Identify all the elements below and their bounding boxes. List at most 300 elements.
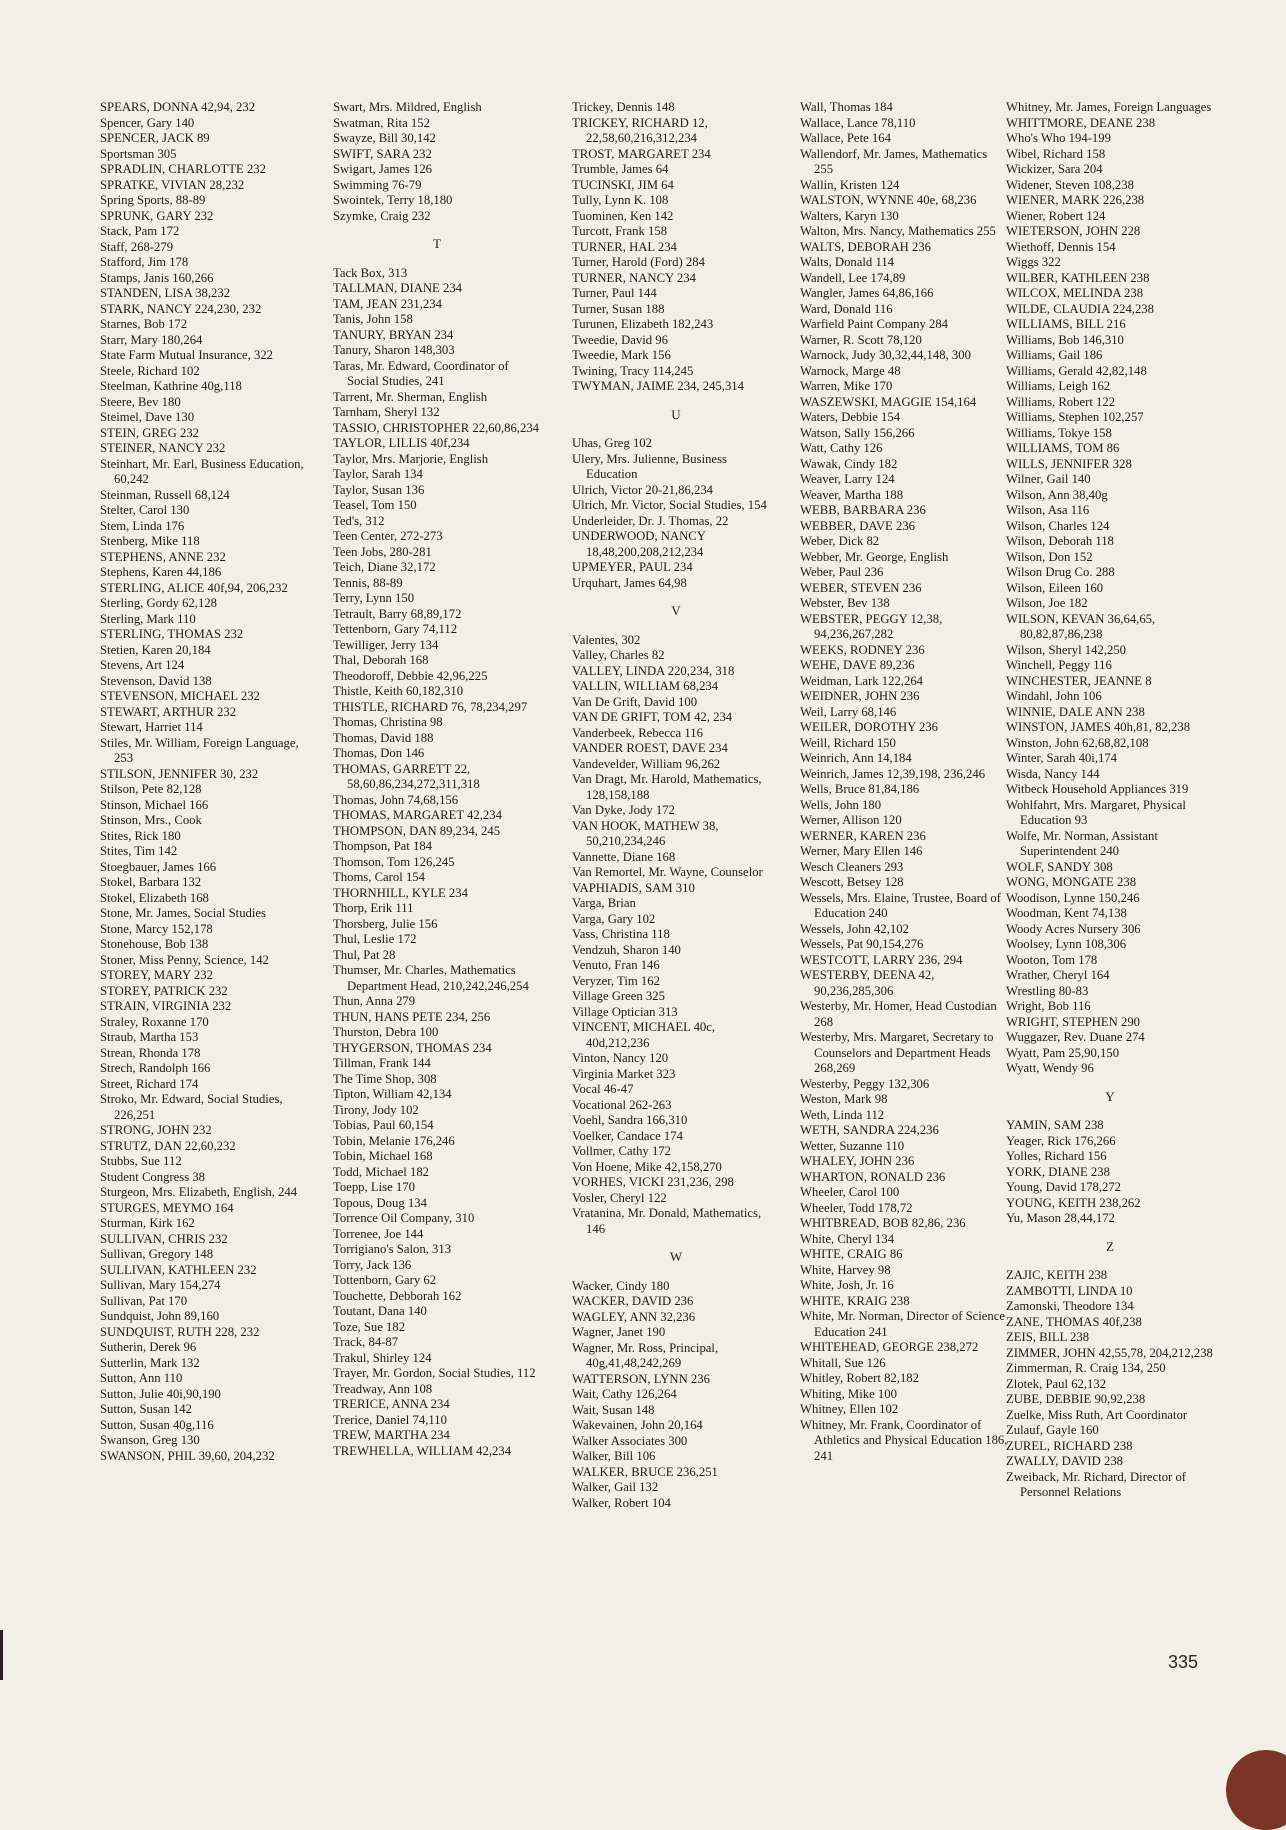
index-entry: VALLIN, WILLIAM 68,234 bbox=[572, 679, 719, 693]
index-entry: Weston, Mark 98 bbox=[800, 1092, 888, 1106]
index-entry: YOUNG, KEITH 238,262 bbox=[1006, 1195, 1141, 1210]
index-entry: TWYMAN, JAIME 234, 245,314 bbox=[572, 379, 744, 393]
index-entry: Wessels, Pat 90,154,276 bbox=[800, 937, 924, 951]
index-entry: Zweiback, Mr. Richard, Director of Personnel Relations bbox=[1006, 1469, 1187, 1499]
index-entry: Wilson, Deborah 118 bbox=[1006, 534, 1114, 548]
index-entry: Tarrent, Mr. Sherman, English bbox=[333, 389, 488, 404]
index-entry: Steimel, Dave 130 bbox=[100, 410, 195, 424]
index-entry: Wagner, Mr. Ross, Principal, 40g,41,48,242,269 bbox=[572, 1340, 719, 1370]
index-entry: Voehl, Sandra 166,310 bbox=[572, 1113, 688, 1127]
index-entry: Wawak, Cindy 182 bbox=[800, 456, 898, 471]
index-entry: STANDEN, LISA 38,232 bbox=[100, 286, 231, 300]
index-entry: WEBER, STEVEN 236 bbox=[800, 580, 922, 595]
index-entry: TUCINSKI, JIM 64 bbox=[572, 177, 674, 192]
index-entry: Sutherin, Derek 96 bbox=[100, 1340, 197, 1354]
index-entry: Wells, John 180 bbox=[800, 797, 882, 812]
index-entry: Weidman, Lark 122,264 bbox=[800, 673, 924, 688]
index-entry: Vannette, Diane 168 bbox=[572, 849, 676, 864]
index-entry: Swointek, Terry 18,180 bbox=[333, 193, 453, 207]
index-entry: Stone, Mr. James, Social Studies bbox=[100, 906, 266, 920]
index-entry: THISTLE, RICHARD 76, 78,234,297 bbox=[333, 699, 528, 714]
index-entry: Winchell, Peggy 116 bbox=[1006, 658, 1112, 672]
index-entry: Tobin, Michael 168 bbox=[333, 1149, 433, 1163]
index-entry: WESTERBY, DEENA 42, 90,236,285,306 bbox=[800, 968, 935, 998]
index-entry: Thal, Deborah 168 bbox=[333, 653, 429, 667]
index-entry: STRUTZ, DAN 22,60,232 bbox=[100, 1138, 236, 1153]
index-entry: Walker, Gail 132 bbox=[572, 1480, 659, 1494]
index-entry: Straub, Martha 153 bbox=[100, 1030, 199, 1044]
index-entry: STEINER, NANCY 232 bbox=[100, 441, 226, 455]
index-entry: Underleider, Dr. J. Thomas, 22 bbox=[572, 513, 729, 528]
index-entry: Whitley, Robert 82,182 bbox=[800, 1371, 919, 1385]
index-entry: SULLIVAN, CHRIS 232 bbox=[100, 1231, 228, 1246]
index-entry: ZUREL, RICHARD 238 bbox=[1006, 1438, 1133, 1453]
index-entry: Williams, Gail 186 bbox=[1006, 348, 1103, 362]
index-entry: Windahl, John 106 bbox=[1006, 689, 1102, 703]
index-entry: Wagner, Janet 190 bbox=[572, 1325, 666, 1339]
index-entry: Vendzuh, Sharon 140 bbox=[572, 942, 681, 957]
index-entry: Swimming 76-79 bbox=[333, 177, 422, 192]
index-entry: Wilson, Charles 124 bbox=[1006, 518, 1110, 533]
index-entry: STEPHENS, ANNE 232 bbox=[100, 549, 226, 564]
index-entry: Wilson, Joe 182 bbox=[1006, 596, 1088, 610]
index-entry: Sterling, Mark 110 bbox=[100, 611, 196, 626]
index-entry: Todd, Michael 182 bbox=[333, 1164, 430, 1179]
index-entry: WHITE, KRAIG 238 bbox=[800, 1293, 910, 1308]
index-entry: Urquhart, James 64,98 bbox=[572, 575, 687, 590]
index-entry: WINSTON, JAMES 40h,81, 82,238 bbox=[1006, 720, 1191, 734]
index-entry: Warfield Paint Company 284 bbox=[800, 317, 949, 331]
index-entry: ZEIS, BILL 238 bbox=[1006, 1330, 1090, 1344]
letter-heading: W bbox=[669, 1249, 683, 1264]
index-entry: Tettenborn, Gary 74,112 bbox=[333, 622, 458, 636]
index-entry: WILCOX, MELINDA 238 bbox=[1006, 286, 1144, 300]
index-entry: Uhas, Greg 102 bbox=[572, 436, 652, 450]
index-entry: Vinton, Nancy 120 bbox=[572, 1051, 669, 1065]
index-entry: WEBSTER, PEGGY 12,38, 94,236,267,282 bbox=[800, 611, 943, 641]
index-entry: ZUBE, DEBBIE 90,92,238 bbox=[1006, 1392, 1146, 1406]
index-entry: Stroko, Mr. Edward, Social Studies, 226,251 bbox=[100, 1092, 283, 1122]
index-entry: Stubbs, Sue 112 bbox=[100, 1154, 182, 1168]
index-entry: Wright, Bob 116 bbox=[1006, 999, 1091, 1013]
index-entry: Wiggs 322 bbox=[1006, 255, 1061, 269]
index-entry: Woody Acres Nursery 306 bbox=[1006, 921, 1141, 936]
index-entry: STRAIN, VIRGINIA 232 bbox=[100, 999, 232, 1013]
index-entry: Stinson, Mrs., Cook bbox=[100, 813, 202, 827]
index-entry: Trerice, Daniel 74,110 bbox=[333, 1412, 447, 1427]
index-entry: TALLMAN, DIANE 234 bbox=[333, 281, 463, 295]
index-entry: Westerby, Mr. Homer, Head Custodian 268 bbox=[800, 999, 997, 1029]
corner-blot bbox=[1226, 1750, 1286, 1830]
index-entry: Weber, Dick 82 bbox=[800, 534, 880, 548]
index-entry: Werner, Mary Ellen 146 bbox=[800, 844, 923, 858]
index-entry: WILLIAMS, TOM 86 bbox=[1006, 441, 1120, 455]
index-entry: STERLING, ALICE 40f,94, 206,232 bbox=[100, 580, 288, 595]
index-entry: WALSTON, WYNNE 40e, 68,236 bbox=[800, 193, 977, 207]
index-entry: Stites, Tim 142 bbox=[100, 844, 178, 858]
index-entry: Wait, Cathy 126,264 bbox=[572, 1387, 677, 1401]
index-entry: Stiles, Mr. William, Foreign Language, 253 bbox=[100, 735, 299, 765]
index-entry: Stilson, Pete 82,128 bbox=[100, 782, 202, 796]
letter-heading: U bbox=[671, 406, 681, 422]
index-entry: ZWALLY, DAVID 238 bbox=[1006, 1454, 1124, 1468]
index-entry: Walker, Robert 104 bbox=[572, 1495, 671, 1510]
index-entry: White, Josh, Jr. 16 bbox=[800, 1278, 894, 1292]
index-entry: Theodoroff, Debbie 42,96,225 bbox=[333, 668, 488, 683]
index-entry: Tack Box, 313 bbox=[333, 265, 408, 280]
letter-heading: Y bbox=[1105, 1088, 1115, 1104]
index-entry: Weaver, Martha 188 bbox=[800, 487, 904, 502]
index-entry: Wetter, Suzanne 110 bbox=[800, 1138, 905, 1153]
index-entry: Zimmerman, R. Craig 134, 250 bbox=[1006, 1361, 1166, 1375]
index-entry: Walts, Donald 114 bbox=[800, 255, 895, 269]
index-entry: Varga, Brian bbox=[572, 896, 636, 910]
index-entry: VANDER ROEST, DAVE 234 bbox=[572, 741, 728, 755]
index-entry: Spring Sports, 88-89 bbox=[100, 193, 206, 207]
index-entry: Trayer, Mr. Gordon, Social Studies, 112 bbox=[333, 1366, 536, 1380]
index-entry: Stack, Pam 172 bbox=[100, 224, 180, 238]
index-entry: Tipton, William 42,134 bbox=[333, 1087, 452, 1101]
index-entry: Weber, Paul 236 bbox=[800, 565, 884, 579]
index-entry: Treadway, Ann 108 bbox=[333, 1381, 433, 1396]
index-entry: Sutton, Susan 142 bbox=[100, 1402, 192, 1416]
index-entry: Sutton, Susan 40g,116 bbox=[100, 1417, 214, 1432]
index-entry: STEIN, GREG 232 bbox=[100, 425, 200, 440]
index-entry: Thomas, David 188 bbox=[333, 730, 434, 745]
index-entry: Stamps, Janis 160,266 bbox=[100, 270, 214, 285]
index-entry: Tweedie, David 96 bbox=[572, 332, 668, 347]
index-entry: Taylor, Sarah 134 bbox=[333, 467, 423, 481]
index-entry: Wickizer, Sara 204 bbox=[1006, 162, 1103, 176]
index-entry: Warren, Mike 170 bbox=[800, 379, 893, 393]
index-entry: WIENER, MARK 226,238 bbox=[1006, 193, 1145, 207]
index-entry: VINCENT, MICHAEL 40c, 40d,212,236 bbox=[572, 1020, 716, 1050]
index-entry: Wacker, Cindy 180 bbox=[572, 1278, 670, 1293]
index-entry: Starnes, Bob 172 bbox=[100, 317, 188, 331]
index-column-3 bbox=[572, 100, 780, 1511]
index-entry: Winston, John 62,68,82,108 bbox=[1006, 735, 1149, 750]
index-entry: Wilson Drug Co. 288 bbox=[1006, 565, 1115, 579]
index-entry: Williams, Tokye 158 bbox=[1006, 425, 1112, 440]
index-entry: Woodison, Lynne 150,246 bbox=[1006, 890, 1140, 905]
index-entry: Wrather, Cheryl 164 bbox=[1006, 968, 1110, 982]
index-entry: Thistle, Keith 60,182,310 bbox=[333, 684, 464, 698]
index-entry: Whitney, Mr. James, Foreign Languages bbox=[1006, 100, 1212, 114]
index-entry: Teich, Diane 32,172 bbox=[333, 560, 436, 574]
index-entry: SPRUNK, GARY 232 bbox=[100, 208, 214, 223]
index-entry: Toze, Sue 182 bbox=[333, 1319, 406, 1334]
index-entry: Stokel, Barbara 132 bbox=[100, 875, 202, 889]
index-entry: Voelker, Candace 174 bbox=[572, 1128, 683, 1143]
index-entry: Warnock, Marge 48 bbox=[800, 363, 901, 378]
index-entry: YORK, DIANE 238 bbox=[1006, 1164, 1110, 1179]
index-entry: WILBER, KATHLEEN 238 bbox=[1006, 270, 1150, 285]
index-entry: Twining, Tracy 114,245 bbox=[572, 363, 694, 378]
index-entry: Werner, Allison 120 bbox=[800, 813, 902, 827]
index-entry: Webber, Mr. George, English bbox=[800, 549, 949, 564]
index-entry: WALKER, BRUCE 236,251 bbox=[572, 1464, 718, 1479]
index-entry: Wallendorf, Mr. James, Mathematics 255 bbox=[800, 146, 988, 176]
index-entry: Tanury, Sharon 148,303 bbox=[333, 343, 455, 357]
index-entry: Tobin, Melanie 176,246 bbox=[333, 1133, 455, 1148]
index-entry: Yu, Mason 28,44,172 bbox=[1006, 1211, 1115, 1225]
index-entry: Stelter, Carol 130 bbox=[100, 503, 190, 517]
index-entry: WEBB, BARBARA 236 bbox=[800, 503, 926, 517]
index-entry: Strech, Randolph 166 bbox=[100, 1061, 211, 1075]
index-entry: Wiethoff, Dennis 154 bbox=[1006, 239, 1116, 254]
index-entry: Williams, Bob 146,310 bbox=[1006, 332, 1124, 347]
index-entry: VAN DE GRIFT, TOM 42, 234 bbox=[572, 710, 733, 724]
index-entry: Whitall, Sue 126 bbox=[800, 1355, 886, 1370]
index-entry: WINNIE, DALE ANN 238 bbox=[1006, 704, 1145, 719]
index-entry: Walters, Karyn 130 bbox=[800, 208, 899, 223]
index-entry: Swanson, Greg 130 bbox=[100, 1433, 200, 1447]
index-entry: Starr, Mary 180,264 bbox=[100, 332, 203, 347]
index-entry: Toutant, Dana 140 bbox=[333, 1304, 427, 1318]
index-entry: WASZEWSKI, MAGGIE 154,164 bbox=[800, 394, 977, 409]
index-entry: Sturman, Kirk 162 bbox=[100, 1216, 195, 1230]
index-entry: Whitney, Ellen 102 bbox=[800, 1402, 899, 1416]
index-entry: Straley, Roxanne 170 bbox=[100, 1014, 209, 1029]
index-entry: Stokel, Elizabeth 168 bbox=[100, 890, 209, 905]
letter-heading: V bbox=[671, 603, 681, 618]
index-entry: SWIFT, SARA 232 bbox=[333, 146, 432, 161]
index-entry: Stoegbauer, James 166 bbox=[100, 859, 217, 874]
index-entry: WRIGHT, STEPHEN 290 bbox=[1006, 1014, 1141, 1029]
index-entry: Wilson, Sheryl 142,250 bbox=[1006, 642, 1127, 657]
index-entry: Vosler, Cheryl 122 bbox=[572, 1190, 667, 1205]
index-entry: Tully, Lynn K. 108 bbox=[572, 193, 669, 207]
index-entry: Waters, Debbie 154 bbox=[800, 410, 901, 424]
index-entry: WAGLEY, ANN 32,236 bbox=[572, 1309, 696, 1324]
index-entry: Turner, Susan 188 bbox=[572, 301, 665, 316]
index-entry: THYGERSON, THOMAS 234 bbox=[333, 1040, 492, 1055]
index-entry: Woolsey, Lynn 108,306 bbox=[1006, 937, 1127, 951]
index-entry: TREW, MARTHA 234 bbox=[333, 1428, 450, 1442]
index-entry: Stites, Rick 180 bbox=[100, 828, 181, 843]
index-entry: Vanderbeek, Rebecca 116 bbox=[572, 725, 703, 740]
index-entry: Track, 84-87 bbox=[333, 1335, 399, 1349]
index-entry: SPEARS, DONNA 42,94, 232 bbox=[100, 100, 256, 114]
index-entry: Sullivan, Pat 170 bbox=[100, 1293, 188, 1308]
index-entry: Wallin, Kristen 124 bbox=[800, 177, 900, 192]
index-entry: WALTS, DEBORAH 236 bbox=[800, 239, 931, 254]
index-entry: Weth, Linda 112 bbox=[800, 1107, 885, 1122]
index-entry: Torrence Oil Company, 310 bbox=[333, 1211, 475, 1225]
index-entry: Vandevelder, William 96,262 bbox=[572, 756, 721, 771]
index-entry: Wilner, Gail 140 bbox=[1006, 472, 1091, 486]
index-entry: Strean, Rhonda 178 bbox=[100, 1045, 201, 1060]
index-entry: Vollmer, Cathy 172 bbox=[572, 1144, 671, 1158]
index-entry: Thomas, John 74,68,156 bbox=[333, 792, 459, 807]
index-entry: Ted's, 312 bbox=[333, 513, 385, 528]
index-entry: STOREY, MARY 232 bbox=[100, 968, 213, 982]
index-entry: Turner, Harold (Ford) 284 bbox=[572, 255, 705, 269]
index-entry: Zamonski, Theodore 134 bbox=[1006, 1299, 1134, 1313]
index-entry: TROST, MARGARET 234 bbox=[572, 146, 711, 161]
index-entry: Thompson, Pat 184 bbox=[333, 839, 433, 853]
index-column-5 bbox=[1006, 100, 1214, 1501]
index-entry: Williams, Stephen 102,257 bbox=[1006, 410, 1144, 424]
index-entry: ZANE, THOMAS 40f,238 bbox=[1006, 1314, 1142, 1329]
index-entry: STILSON, JENNIFER 30, 232 bbox=[100, 766, 259, 781]
index-entry: TRICKEY, RICHARD 12, 22,58,60,216,312,234 bbox=[572, 115, 708, 145]
index-entry: WETH, SANDRA 224,236 bbox=[800, 1123, 939, 1137]
index-entry: TAYLOR, LILLIS 40f,234 bbox=[333, 436, 470, 450]
index-entry: Steere, Bev 180 bbox=[100, 394, 181, 409]
index-entry: Woodman, Kent 74,138 bbox=[1006, 906, 1127, 920]
index-entry: Zlotek, Paul 62,132 bbox=[1006, 1376, 1107, 1391]
index-entry: The Time Shop, 308 bbox=[333, 1071, 437, 1086]
index-entry: ZIMMER, JOHN 42,55,78, 204,212,238 bbox=[1006, 1345, 1213, 1360]
index-entry: Stafford, Jim 178 bbox=[100, 255, 189, 269]
index-entry: Teen Center, 272-273 bbox=[333, 529, 443, 543]
index-entry: Steinhart, Mr. Earl, Business Education, 60,242 bbox=[100, 456, 304, 486]
index-entry: Wilson, Ann 38,40g bbox=[1006, 487, 1108, 502]
index-entry: Thorsberg, Julie 156 bbox=[333, 916, 438, 931]
index-entry: SULLIVAN, KATHLEEN 232 bbox=[100, 1262, 257, 1277]
index-entry: WHITTMORE, DEANE 238 bbox=[1006, 115, 1156, 130]
index-entry: Topous, Doug 134 bbox=[333, 1195, 427, 1210]
index-entry: Wilson, Eileen 160 bbox=[1006, 580, 1104, 595]
index-entry: Wessels, John 42,102 bbox=[800, 921, 909, 936]
index-entry: Weinrich, James 12,39,198, 236,246 bbox=[800, 766, 986, 781]
index-entry: VAPHIADIS, SAM 310 bbox=[572, 880, 695, 895]
index-entry: Tuominen, Ken 142 bbox=[572, 208, 674, 223]
index-entry: Young, David 178,272 bbox=[1006, 1180, 1122, 1194]
index-entry: Tennis, 88-89 bbox=[333, 575, 403, 590]
index-entry: WILLS, JENNIFER 328 bbox=[1006, 456, 1132, 471]
index-entry: Turcott, Frank 158 bbox=[572, 224, 668, 238]
index-entry: Taras, Mr. Edward, Coordinator of Social Studies, 241 bbox=[333, 358, 509, 388]
index-entry: STURGES, MEYMO 164 bbox=[100, 1200, 234, 1215]
index-entry: WEIDNER, JOHN 236 bbox=[800, 689, 920, 703]
index-entry: Thun, Anna 279 bbox=[333, 994, 416, 1008]
index-entry: TANURY, BRYAN 234 bbox=[333, 327, 454, 342]
index-entry: THUN, HANS PETE 234, 256 bbox=[333, 1009, 491, 1024]
index-entry: Torry, Jack 136 bbox=[333, 1257, 412, 1272]
index-entry: Wilson, Asa 116 bbox=[1006, 503, 1090, 517]
letter-heading: T bbox=[433, 236, 441, 251]
index-entry: Von Hoene, Mike 42,158,270 bbox=[572, 1159, 722, 1174]
index-entry: Stone, Marcy 152,178 bbox=[100, 921, 213, 936]
index-entry: Weill, Richard 150 bbox=[800, 735, 896, 750]
index-entry: Venuto, Fran 146 bbox=[572, 958, 660, 972]
index-entry: Zuelke, Miss Ruth, Art Coordinator bbox=[1006, 1407, 1188, 1422]
index-entry: Sutterlin, Mark 132 bbox=[100, 1355, 200, 1370]
index-entry: Stewart, Harriet 114 bbox=[100, 720, 203, 734]
index-entry: STARK, NANCY 224,230, 232 bbox=[100, 301, 262, 316]
index-entry: Sullivan, Gregory 148 bbox=[100, 1247, 214, 1261]
index-entry: Ulrich, Mr. Victor, Social Studies, 154 bbox=[572, 498, 767, 512]
index-entry: Stem, Linda 176 bbox=[100, 518, 185, 533]
index-entry: Whitney, Mr. Frank, Coordinator of Athletics and Physical Education 186, 241 bbox=[800, 1417, 1008, 1463]
index-entry: Vratanina, Mr. Donald, Mathematics, 146 bbox=[572, 1206, 762, 1236]
index-entry: Tanis, John 158 bbox=[333, 312, 413, 326]
index-entry: WHITEHEAD, GEORGE 238,272 bbox=[800, 1340, 979, 1354]
index-entry: Williams, Leigh 162 bbox=[1006, 379, 1111, 393]
index-entry: Tweedie, Mark 156 bbox=[572, 348, 671, 362]
index-entry: Weaver, Larry 124 bbox=[800, 472, 895, 486]
index-entry: SPRATKE, VIVIAN 28,232 bbox=[100, 177, 245, 192]
index-entry: Ulery, Mrs. Julienne, Business Education bbox=[572, 451, 727, 481]
index-entry: Watson, Sally 156,266 bbox=[800, 425, 915, 440]
index-entry: Toepp, Lise 170 bbox=[333, 1180, 415, 1194]
index-entry: Tirony, Jody 102 bbox=[333, 1102, 419, 1117]
index-column-4 bbox=[800, 100, 1008, 1464]
index-entry: WOLF, SANDY 308 bbox=[1006, 859, 1113, 874]
index-entry: WEILER, DOROTHY 236 bbox=[800, 720, 939, 734]
index-entry: Westerby, Peggy 132,306 bbox=[800, 1076, 930, 1091]
index-entry: Stevens, Art 124 bbox=[100, 658, 185, 672]
index-entry: SWANSON, PHIL 39,60, 204,232 bbox=[100, 1448, 275, 1463]
index-entry: Thumser, Mr. Charles, Mathematics Department Head, 210,242,246,254 bbox=[333, 963, 529, 993]
index-entry: Tetrault, Barry 68,89,172 bbox=[333, 606, 462, 621]
index-entry: WILLIAMS, BILL 216 bbox=[1006, 317, 1126, 331]
index-entry: Stinson, Michael 166 bbox=[100, 797, 209, 812]
index-entry: Wuggazer, Rev. Duane 274 bbox=[1006, 1030, 1145, 1044]
index-entry: SUNDQUIST, RUTH 228, 232 bbox=[100, 1324, 260, 1339]
index-entry: Turunen, Elizabeth 182,243 bbox=[572, 317, 714, 331]
index-entry: White, Mr. Norman, Director of Science Education 241 bbox=[800, 1309, 1006, 1339]
index-entry: Szymke, Craig 232 bbox=[333, 208, 431, 223]
index-entry: Wescott, Betsey 128 bbox=[800, 875, 904, 889]
index-entry: Wheeler, Todd 178,72 bbox=[800, 1200, 913, 1215]
index-entry: Thomas, Don 146 bbox=[333, 746, 425, 760]
index-entry: Valley, Charles 82 bbox=[572, 648, 665, 662]
index-entry: Student Congress 38 bbox=[100, 1169, 206, 1184]
index-entry: STOREY, PATRICK 232 bbox=[100, 983, 228, 998]
index-entry: ZAMBOTTI, LINDA 10 bbox=[1006, 1283, 1133, 1298]
index-entry: Wells, Bruce 81,84,186 bbox=[800, 782, 920, 796]
index-column-1 bbox=[100, 100, 308, 1464]
index-entry: Wheeler, Carol 100 bbox=[800, 1185, 900, 1199]
index-entry: Walker Associates 300 bbox=[572, 1433, 688, 1448]
index-entry: Thul, Pat 28 bbox=[333, 947, 396, 962]
index-entry: Street, Richard 174 bbox=[100, 1076, 199, 1091]
index-entry: Widener, Steven 108,238 bbox=[1006, 177, 1134, 192]
index-entry: STEWART, ARTHUR 232 bbox=[100, 704, 237, 719]
index-entry: Van De Grift, David 100 bbox=[572, 694, 698, 709]
index-entry: Tarnham, Sheryl 132 bbox=[333, 405, 440, 419]
index-entry: Thomas, Christina 98 bbox=[333, 715, 443, 729]
index-entry: Steelman, Kathrine 40g,118 bbox=[100, 379, 242, 393]
index-entry: Yolles, Richard 156 bbox=[1006, 1149, 1107, 1163]
index-entry: Wall, Thomas 184 bbox=[800, 100, 893, 114]
index-entry: WINCHESTER, JEANNE 8 bbox=[1006, 673, 1152, 688]
index-entry: Tottenborn, Gary 62 bbox=[333, 1273, 437, 1287]
index-entry: Wooton, Tom 178 bbox=[1006, 952, 1098, 967]
index-entry: WESTCOTT, LARRY 236, 294 bbox=[800, 952, 963, 967]
index-entry: THOMPSON, DAN 89,234, 245 bbox=[333, 823, 501, 838]
index-entry: TURNER, HAL 234 bbox=[572, 239, 677, 254]
index-entry: Wiener, Robert 124 bbox=[1006, 208, 1106, 223]
index-entry: Whiting, Mike 100 bbox=[800, 1386, 897, 1401]
index-entry: Steinman, Russell 68,124 bbox=[100, 487, 230, 502]
index-entry: WHITBREAD, BOB 82,86, 236 bbox=[800, 1216, 966, 1230]
index-entry: THOMAS, GARRETT 22, 58,60,86,234,272,311,318 bbox=[333, 761, 480, 791]
index-entry: Watt, Cathy 126 bbox=[800, 441, 883, 455]
index-entry: STERLING, THOMAS 232 bbox=[100, 627, 244, 641]
index-entry: WERNER, KAREN 236 bbox=[800, 828, 926, 843]
index-entry: Swigart, James 126 bbox=[333, 162, 433, 176]
index-entry: Wisda, Nancy 144 bbox=[1006, 766, 1100, 781]
index-entry: Taylor, Susan 136 bbox=[333, 482, 425, 497]
index-entry: Wyatt, Pam 25,90,150 bbox=[1006, 1045, 1120, 1060]
index-entry: Stonehouse, Bob 138 bbox=[100, 937, 209, 951]
index-entry: Tewilliger, Jerry 134 bbox=[333, 637, 439, 652]
page-number: 335 bbox=[1168, 1652, 1199, 1672]
